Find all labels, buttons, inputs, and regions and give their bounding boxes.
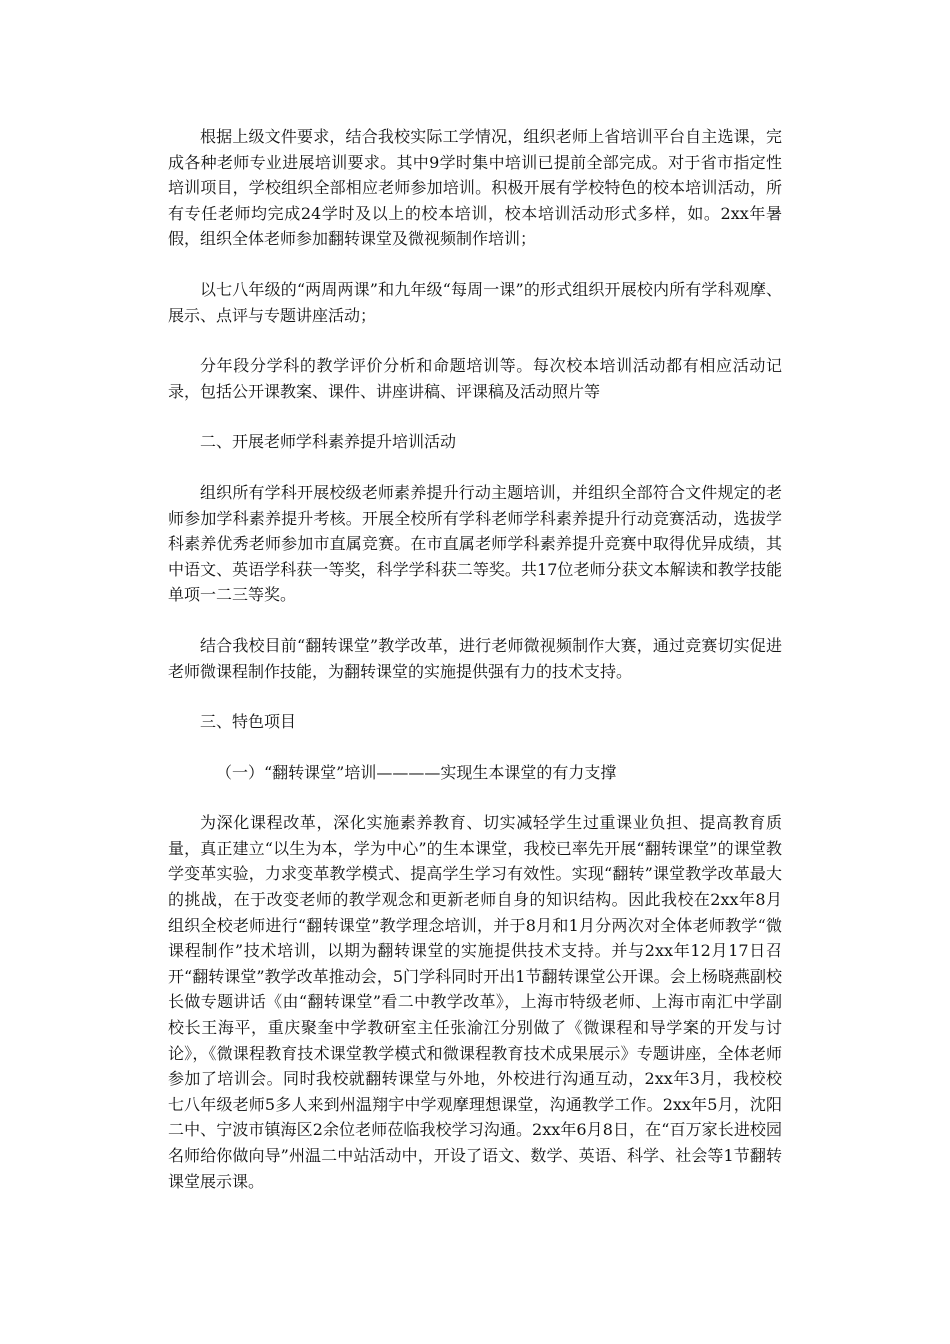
document-page (168, 124, 782, 1219)
section-heading-3: 三、特色项目 (200, 712, 297, 732)
paragraph-literacy-competition: 组织所有学科开展校级老师素养提升行动主题培训，并组织全部符合文件规定的老师参加学科素养提升考核。开展全校所有学科老师学科素养提升行动竞赛活动，选拔学科素养优秀老师参加市直属竞赛。在市直属老师学科素养提升竞赛中取得优异成绩，其中语文、英语学科获一等奖，科学学科获二等奖。共17位老师分获文本解读和教学技能单项一二三等奖。 (168, 482, 782, 605)
paragraph-evaluation-training: 分年段分学科的教学评价分析和命题培训等。每次校本培训活动都有相应活动记录，包括公开课教案、课件、讲座讲稿、评课稿及活动照片等 (168, 356, 782, 401)
paragraph-micro-video-contest: 结合我校目前“翻转课堂”教学改革，进行老师微视频制作大赛，通过竞赛切实促进老师微课程制作技能，为翻转课堂的实施提供强有力的技术支持。 (168, 635, 782, 681)
paragraph-school-training: 根据上级文件要求，结合我校实际工学情况，组织老师上省培训平台自主选课，完成各种老师专业进展培训要求。其中9学时集中培训已提前全部完成。对于省市指定性培训项目，学校组织全部相应老师参加培训。积极开展有学校特色的校本培训活动，所有专任老师均完成24学时及以上的校本培训，校本培训活动形式多样，如。2xx年暑假，组织全体老师参加翻转课堂及微视频制作培训； (168, 127, 782, 249)
subsection-heading-3-1: （一）“翻转课堂”培训————实现生本课堂的有力支撑 (216, 762, 617, 782)
section-heading-2: 二、开展老师学科素养提升培训活动 (200, 432, 457, 452)
paragraph-flipped-classroom: 为深化课程改革，深化实施素养教育、切实减轻学生过重课业负担、提高教育质量，真正建立“以生为本，学为中心”的生本课堂，我校已率先开展“翻转课堂”的课堂教学变革实验，力求变革教学模式、提高学生学习有效性。实现“翻转”课堂教学改革最大的挑战，在于改变老师的教学观念和更新老师自身的知识结构。因此我校在2xx年8月组织全校老师进行“翻转课堂”教学理念培训，并于8月和1月分两次对全体老师教学“微课程制作”技术培训，以期为翻转课堂的实施提供技术支持。并与2xx年12月17日召开“翻转课堂”教学改革推动会，5门学科同时开出1节翻转课堂公开课。会上杨晓燕副校长做专题讲话《由“翻转课堂”看二中教学改革》，上海市特级老师、上海市南汇中学副校长王海平，重庆聚奎中学教研室主任张渝江分别做了《微课程和导学案的开发与讨论》，《微课程教育技术课堂教学模式和微课程教育技术成果展示》专题讲座，全体老师参加了培训会。同时我校就翻转课堂与外地，外校进行沟通互动，2xx年3月，我校校七八年级老师5多人来到州温翔宇中学观摩理想课堂，沟通教学工作。2xx年5月，沈阳二中、宁波市镇海区2余位老师莅临我校学习沟通。2xx年6月8日，在“百万家长进校园名师给你做向导”州温二中站活动中，开设了语文、数学、英语、科学、社会等1节翻转课堂展示课。 (168, 813, 782, 1191)
paragraph-observation-activities: 以七八年级的“两周两课”和九年级“每周一课”的形式组织开展校内所有学科观摩、展示、点评与专题讲座活动； (168, 279, 782, 325)
